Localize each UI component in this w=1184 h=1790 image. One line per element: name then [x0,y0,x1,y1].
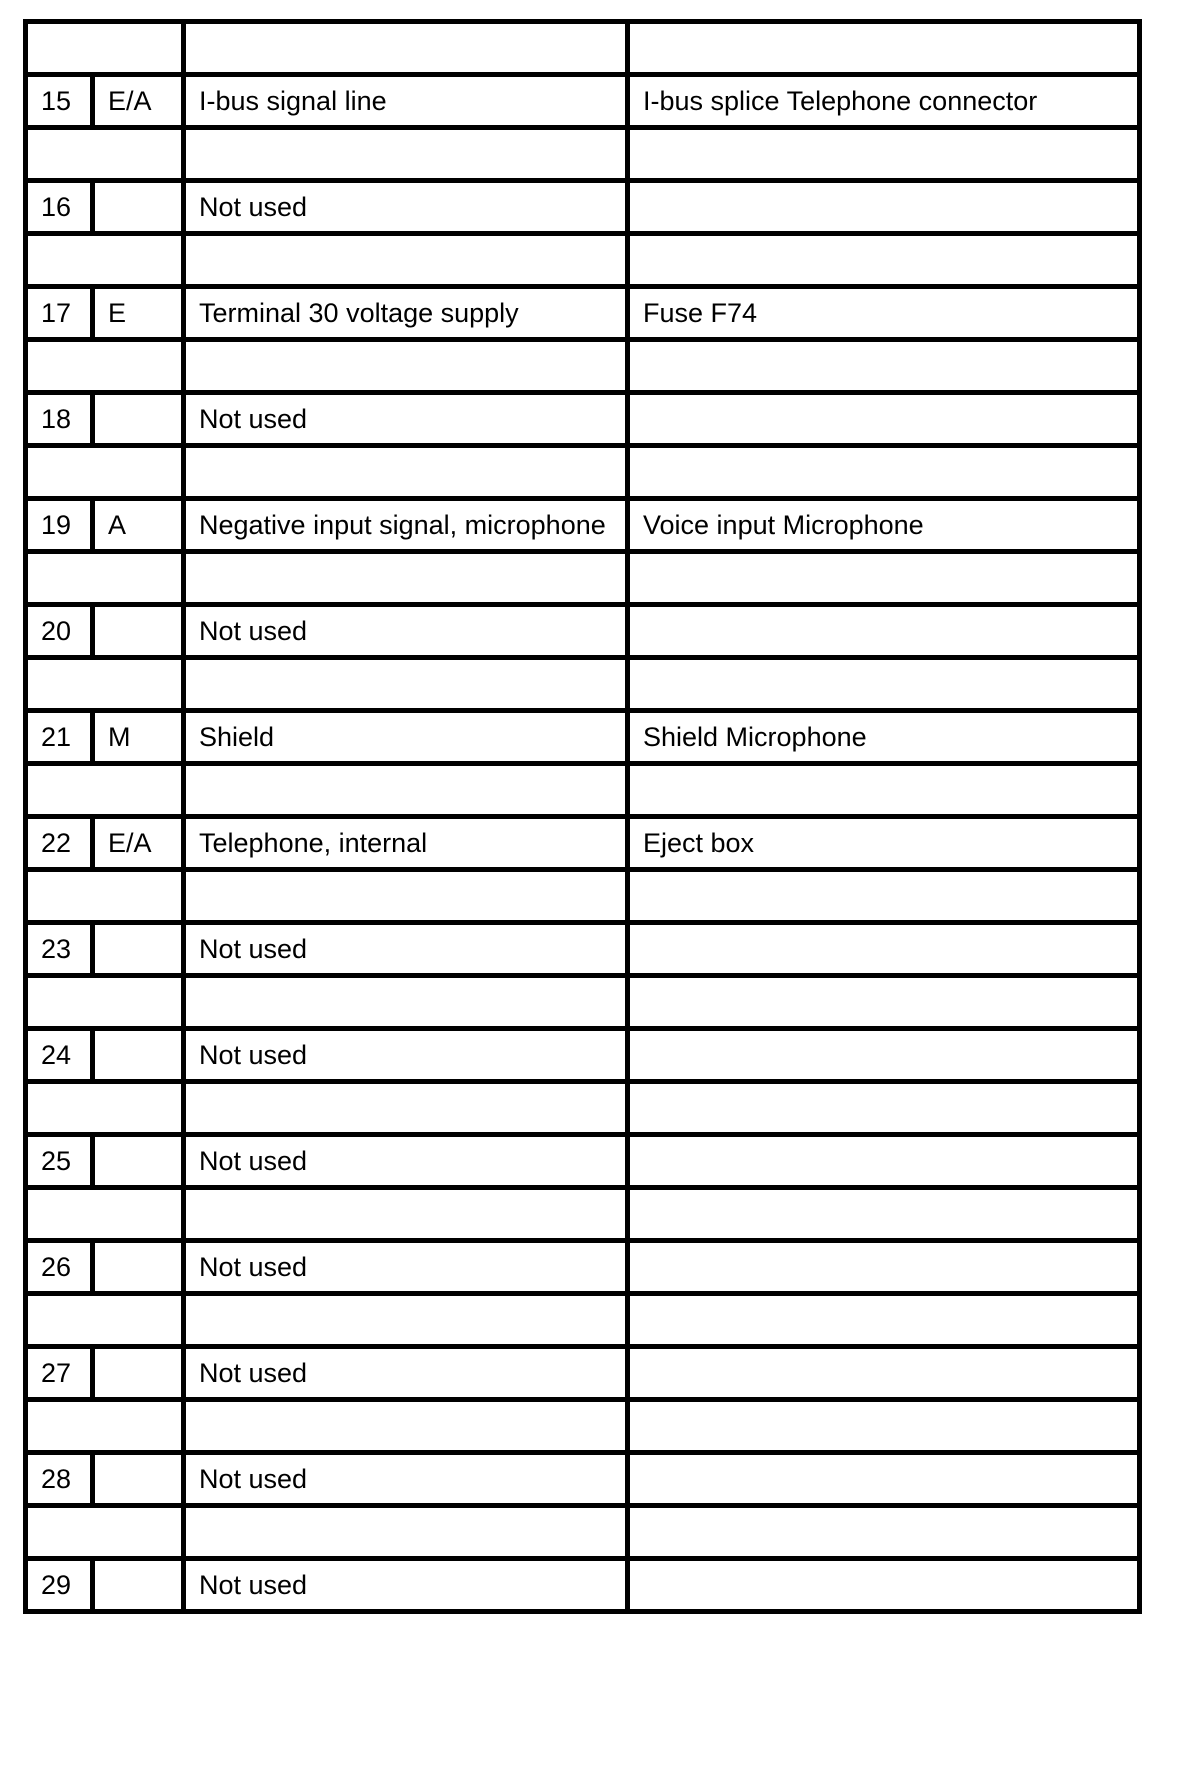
table-row [26,711,1140,764]
connection-cell [628,1135,1140,1188]
connection-cell [628,605,1140,658]
connection-cell [628,1453,1140,1506]
signal-type-cell [93,1241,184,1294]
connection-cell: Voice input Microphone [628,499,1140,552]
pin-number-cell: 18 [26,393,93,446]
connection-cell [628,923,1140,976]
connection-cell: Fuse F74 [628,287,1140,340]
description-cell: Not used [184,1347,628,1400]
spacer-row [26,1294,1140,1347]
spacer-cell-connection [628,1400,1140,1453]
spacer-row [26,446,1140,499]
spacer-cell-description [184,128,628,181]
description-cell: Not used [184,1135,628,1188]
description-cell: Not used [184,923,628,976]
table-row [26,75,1140,128]
signal-type-cell: A [93,499,184,552]
signal-type-cell [93,1559,184,1612]
signal-type-cell [93,1135,184,1188]
spacer-cell-connection [628,1294,1140,1347]
spacer-row [26,870,1140,923]
connection-cell [628,1559,1140,1612]
table-row [26,605,1140,658]
table-row [26,1453,1140,1506]
table-row [26,1347,1140,1400]
spacer-cell-pin [26,22,184,75]
table-row [26,181,1140,234]
spacer-cell-description [184,234,628,287]
connection-cell: Eject box [628,817,1140,870]
spacer-cell-description [184,446,628,499]
spacer-cell-description [184,870,628,923]
signal-type-cell [93,181,184,234]
table-row [26,923,1140,976]
spacer-cell-connection [628,552,1140,605]
spacer-cell-connection [628,1506,1140,1559]
signal-type-cell: E [93,287,184,340]
spacer-cell-connection [628,976,1140,1029]
signal-type-cell [93,393,184,446]
pin-number-cell: 29 [26,1559,93,1612]
spacer-row [26,764,1140,817]
signal-type-cell: E/A [93,75,184,128]
table-row [26,499,1140,552]
spacer-cell-description [184,1082,628,1135]
spacer-cell-pin [26,1400,184,1453]
spacer-row [26,128,1140,181]
spacer-cell-connection [628,446,1140,499]
connection-cell: I-bus splice Telephone connector [628,75,1140,128]
spacer-cell-connection [628,1188,1140,1241]
table-row [26,1241,1140,1294]
pin-number-cell: 23 [26,923,93,976]
connection-cell [628,1347,1140,1400]
pin-number-cell: 22 [26,817,93,870]
pin-number-cell: 26 [26,1241,93,1294]
connection-cell [628,393,1140,446]
pin-number-cell: 28 [26,1453,93,1506]
signal-type-cell [93,1453,184,1506]
spacer-cell-connection [628,764,1140,817]
table-row [26,1135,1140,1188]
spacer-cell-pin [26,658,184,711]
pin-number-cell: 16 [26,181,93,234]
table-row [26,1029,1140,1082]
pin-number-cell: 27 [26,1347,93,1400]
spacer-cell-connection [628,22,1140,75]
spacer-row [26,22,1140,75]
spacer-row [26,234,1140,287]
spacer-cell-pin [26,1188,184,1241]
spacer-row [26,976,1140,1029]
pin-table-body [26,22,1140,1612]
spacer-cell-connection [628,870,1140,923]
spacer-row [26,1400,1140,1453]
spacer-cell-pin [26,1294,184,1347]
spacer-cell-description [184,976,628,1029]
spacer-cell-connection [628,1082,1140,1135]
connection-cell: Shield Microphone [628,711,1140,764]
description-cell: Not used [184,393,628,446]
description-cell: Not used [184,181,628,234]
connection-cell [628,181,1140,234]
description-cell: Not used [184,1559,628,1612]
signal-type-cell [93,605,184,658]
pin-number-cell: 17 [26,287,93,340]
spacer-cell-description [184,1294,628,1347]
table-row [26,393,1140,446]
spacer-cell-pin [26,340,184,393]
spacer-cell-description [184,340,628,393]
connection-cell [628,1241,1140,1294]
spacer-row [26,1506,1140,1559]
signal-type-cell: M [93,711,184,764]
spacer-row [26,1188,1140,1241]
description-cell: Shield [184,711,628,764]
connection-cell [628,1029,1140,1082]
spacer-row [26,1082,1140,1135]
spacer-cell-connection [628,128,1140,181]
spacer-cell-description [184,764,628,817]
spacer-cell-pin [26,128,184,181]
spacer-cell-description [184,552,628,605]
pin-number-cell: 20 [26,605,93,658]
signal-type-cell [93,923,184,976]
description-cell: Negative input signal, microphone [184,499,628,552]
description-cell: Not used [184,605,628,658]
spacer-cell-connection [628,340,1140,393]
signal-type-cell [93,1347,184,1400]
description-cell: Not used [184,1453,628,1506]
description-cell: Terminal 30 voltage supply [184,287,628,340]
pin-number-cell: 15 [26,75,93,128]
description-cell: I-bus signal line [184,75,628,128]
spacer-row [26,340,1140,393]
description-cell: Not used [184,1241,628,1294]
description-cell: Not used [184,1029,628,1082]
table-row [26,1559,1140,1612]
signal-type-cell: E/A [93,817,184,870]
spacer-cell-description [184,1400,628,1453]
spacer-row [26,658,1140,711]
pin-assignment-table [23,19,1142,1614]
spacer-cell-pin [26,552,184,605]
table-row [26,817,1140,870]
table-row [26,287,1140,340]
spacer-cell-description [184,1188,628,1241]
signal-type-cell [93,1029,184,1082]
spacer-cell-description [184,1506,628,1559]
spacer-cell-pin [26,764,184,817]
spacer-cell-description [184,658,628,711]
spacer-row [26,552,1140,605]
spacer-cell-description [184,22,628,75]
spacer-cell-pin [26,976,184,1029]
spacer-cell-connection [628,234,1140,287]
pin-number-cell: 19 [26,499,93,552]
spacer-cell-pin [26,234,184,287]
spacer-cell-pin [26,1082,184,1135]
spacer-cell-pin [26,1506,184,1559]
pin-number-cell: 24 [26,1029,93,1082]
spacer-cell-connection [628,658,1140,711]
spacer-cell-pin [26,446,184,499]
pin-number-cell: 25 [26,1135,93,1188]
pin-number-cell: 21 [26,711,93,764]
spacer-cell-pin [26,870,184,923]
description-cell: Telephone, internal [184,817,628,870]
